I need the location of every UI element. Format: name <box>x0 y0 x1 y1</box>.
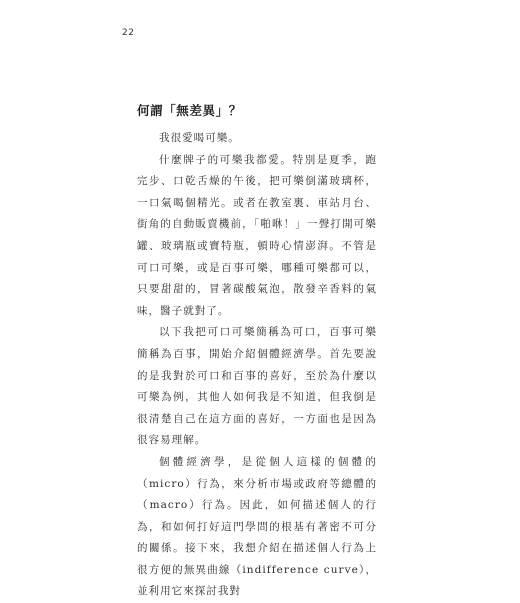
body-text <box>137 128 377 603</box>
page-number: 22 <box>122 28 135 38</box>
paragraph: 什麼牌子的可樂我都愛。特別是夏季，跑完步、口乾舌燥的午後，把可樂倒滿玻璃杯，一口氣喝個精光。或者在教室裏、車站月台、街角的自動販賣機前，「啪咻！」一聲打開可樂罐、玻璃瓶或寶特瓶，頓時心情澎湃。不管是可口可樂，或是百事可樂，哪種可樂都可以，只要甜甜的，冒著碳酸氣泡，散發辛香料的氣味，醫子就對了。 <box>137 153 377 317</box>
paragraph: 個體經濟學，是從個人這樣的個體的（micro）行為，來分析市場或政府等總體的（macro）行為。因此，如何描述個人的行為，和如何打好這門學問的根基有著密不可分的關係。接下來，我想介紹在描述個人行為上很方便的無異曲線（indifference curve），並利用它來探討我對 <box>137 455 377 598</box>
paragraph: 以下我把可口可樂簡稱為可口，百事可樂簡稱為百事，開始介紹個體經濟學。首先要說的是我對於可口和百事的喜好，至於為什麼以可樂為例，其他人如何我是不知道，但我倒是很清楚自己在這方面的喜好，一方面也是因為很容易理解。 <box>137 326 377 447</box>
section-heading: 何謂「無差異」？ <box>137 103 242 118</box>
paragraph: 我很愛喝可樂。 <box>159 132 240 144</box>
